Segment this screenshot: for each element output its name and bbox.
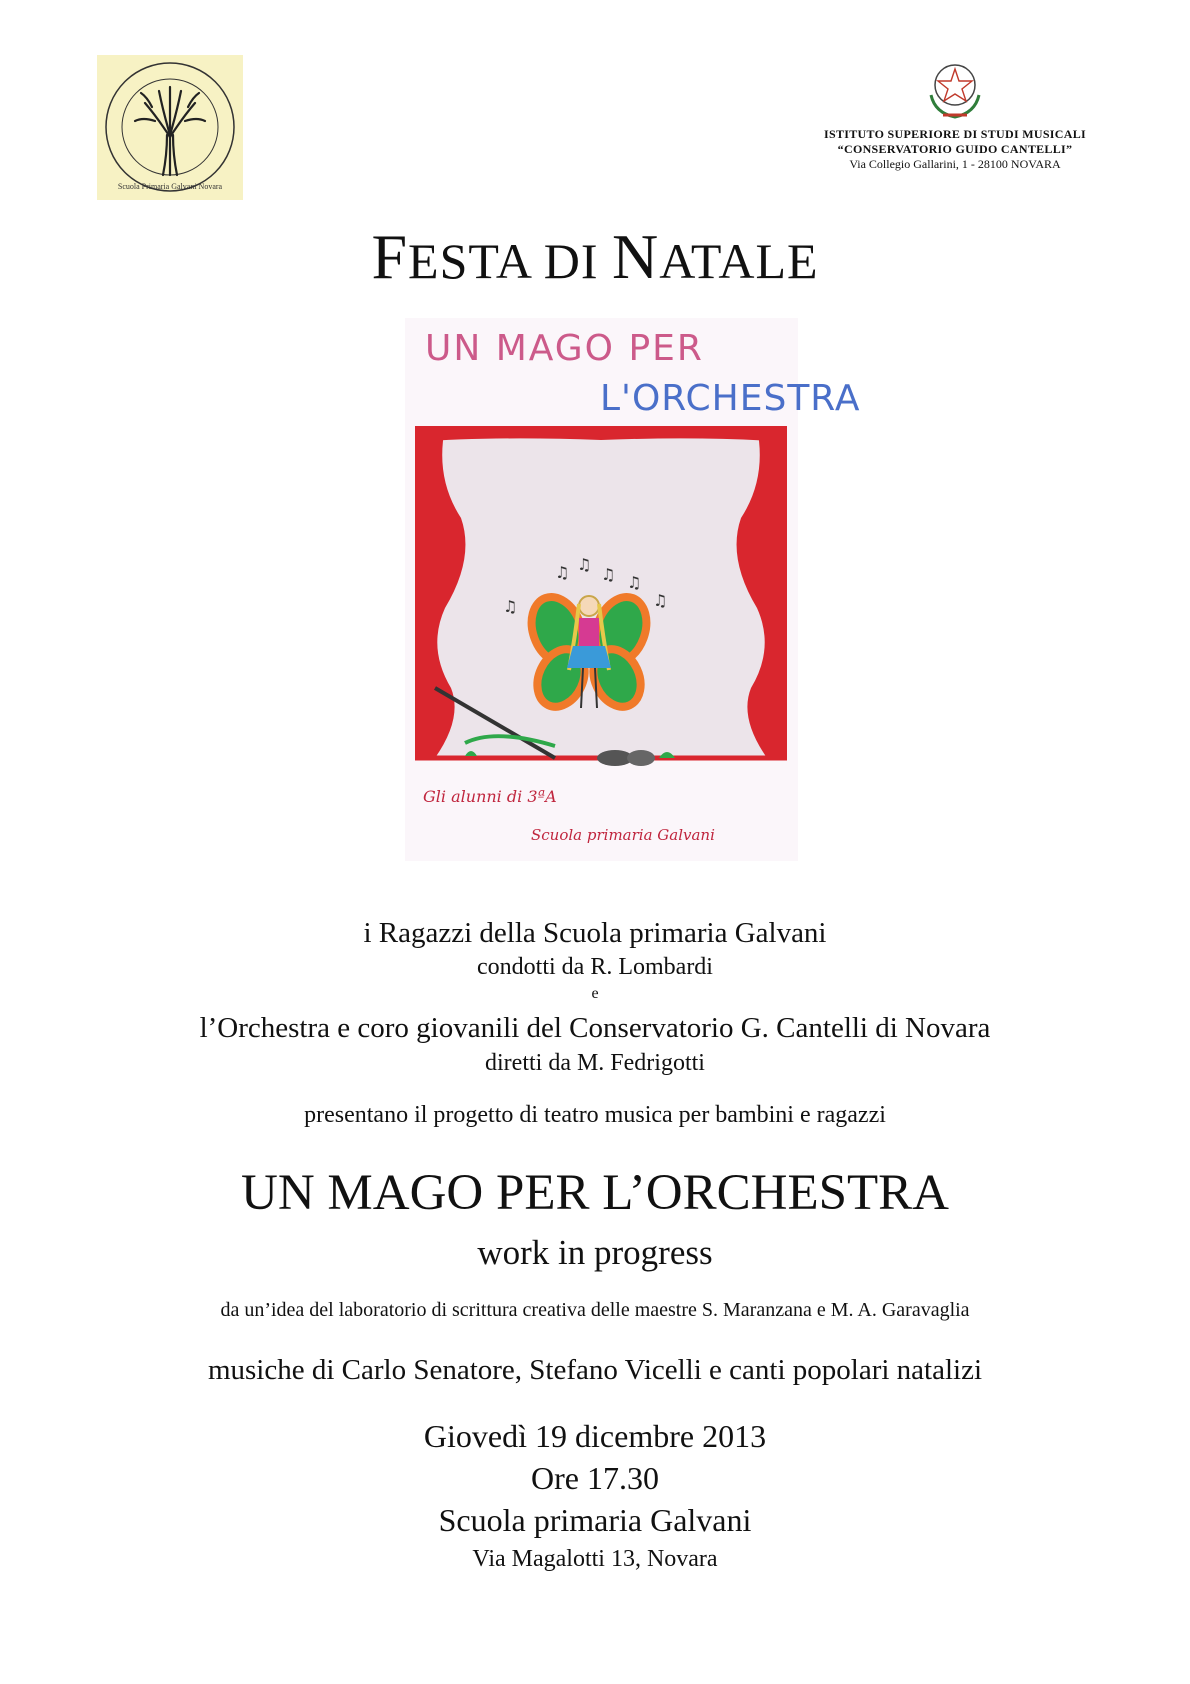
svg-text:♫: ♫ (627, 573, 642, 592)
idea-credit: da un’idea del laboratorio di scrittura creativa delle maestre S. Maranzana e M. A. Garavaglia (220, 1299, 970, 1321)
svg-text:Gli alunni di 3ªA: Gli alunni di 3ªA (423, 787, 557, 806)
conductor-line: condotti da R. Lombardi (477, 954, 713, 980)
presenters-line: i Ragazzi della Scuola primaria Galvani (363, 917, 827, 949)
svg-text:♫: ♫ (653, 591, 668, 610)
svg-text:Scuola Primaria Galvani Novara: Scuola Primaria Galvani Novara (117, 182, 223, 191)
svg-text:♫: ♫ (601, 565, 616, 584)
institute-address: Via Collegio Gallarini, 1 - 28100 NOVARA (849, 157, 1061, 171)
event-venue: Scuola primaria Galvani (438, 1502, 752, 1538)
svg-text:UN MAGO PER: UN MAGO PER (425, 328, 704, 369)
institute-header (790, 55, 1120, 172)
italian-emblem-icon (921, 55, 989, 123)
orchestra-line: l’Orchestra e coro giovanili del Conservatorio G. Cantelli di Novara (199, 1012, 991, 1044)
event-date: Giovedì 19 dicembre 2013 (423, 1418, 767, 1454)
school-logo (97, 55, 243, 200)
music-credit: musiche di Carlo Senatore, Stefano Vicelli e canti popolari natalizi (207, 1354, 983, 1386)
director-line: diretti da M. Fedrigotti (485, 1050, 705, 1076)
page-title: FESTA DI NATALE (371, 221, 819, 292)
institute-name: ISTITUTO SUPERIORE DI STUDI MUSICALI (824, 127, 1086, 141)
conjunction: e (591, 985, 599, 1002)
event-time: Ore 17.30 (531, 1460, 659, 1496)
conservatory-name: “CONSERVATORIO GUIDO CANTELLI” (837, 142, 1073, 156)
children-drawing (405, 318, 861, 861)
svg-text:♫: ♫ (503, 597, 518, 616)
project-line: presentano il progetto di teatro musica per bambini e ragazzi (304, 1102, 886, 1128)
show-subtitle: work in progress (477, 1233, 713, 1272)
svg-text:♫: ♫ (555, 563, 570, 582)
svg-text:♫: ♫ (577, 555, 592, 574)
svg-text:L'ORCHESTRA: L'ORCHESTRA (600, 378, 861, 419)
svg-text:Scuola primaria Galvani: Scuola primaria Galvani (531, 826, 715, 844)
show-title: UN MAGO PER L’ORCHESTRA (241, 1165, 949, 1221)
event-address: Via Magalotti 13, Novara (472, 1546, 718, 1572)
